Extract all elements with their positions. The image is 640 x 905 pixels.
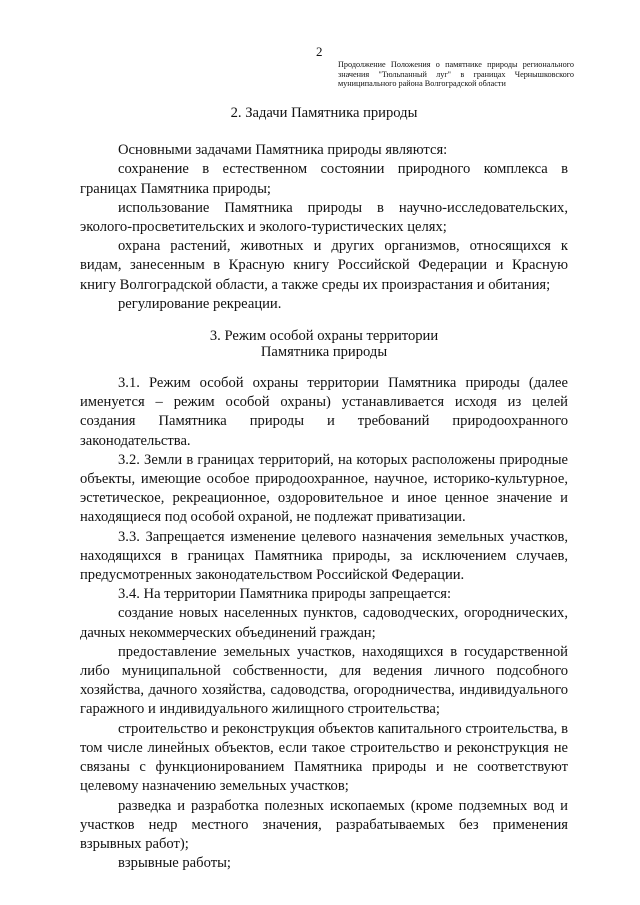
section-3-paragraph: 3.4. На территории Памятника природы запрещается: <box>118 586 452 603</box>
page-number: 2 <box>316 44 323 59</box>
section-3-title-line-2: Памятника природы <box>260 344 388 361</box>
section-3-title-line-1: 3. Режим особой охраны территории <box>209 328 439 345</box>
section-2-paragraph: Основными задачами Памятника природы являются: <box>118 142 448 159</box>
header-note: Продолжение Положения о памятнике природы регионального значения "Тюльпанный луг" в границах Чернышковского муниципального района Волгоградской области <box>338 60 574 89</box>
section-2-title: 2. Задачи Памятника природы <box>230 105 418 121</box>
section-3-paragraph: создание новых населенных пунктов, садоводческих, огороднических, дачных некоммерческих объединений граждан; <box>80 605 568 641</box>
section-3-paragraph: взрывные работы; <box>118 855 231 872</box>
section-2-paragraph: регулирование рекреации. <box>118 295 282 312</box>
document-body <box>80 104 568 873</box>
section-3-title <box>80 328 568 360</box>
section-3-paragraph: разведка и разработка полезных ископаемых (кроме подземных вод и участков недр местного значения, разрабатываемых без применения взрывных работ); <box>80 797 568 852</box>
section-3-paragraph: 3.3. Запрещается изменение целевого назначения земельных участков, находящихся в границах Памятника природы, за исключением случаев, предусмотренных законодательством Российской Федерации. <box>80 528 568 584</box>
section-3-paragraph: 3.1. Режим особой охраны территории Памятника природы (далее именуется – режим особой охраны) устанавливается исходя из целей создания Памятника природы и требований природоохранного законодательства. <box>80 375 568 449</box>
section-2-paragraph: охрана растений, животных и других организмов, относящихся к видам, занесенным в Красную книгу Российской Федерации и Красную книгу Волгоградской области, а также среды их произрастания и обитания; <box>80 238 568 293</box>
section-2-paragraph: использование Памятника природы в научно-исследовательских, эколого-просветительских и эколого-туристических целях; <box>80 199 568 236</box>
section-2-paragraph: сохранение в естественном состоянии природного комплекса в границах Памятника природы; <box>80 161 568 197</box>
section-3-paragraph: предоставление земельных участков, находящихся в государственной либо муниципальной собственности, для ведения личного подсобного хозяйства, дачного хозяйства, садоводства, огородничества, индивидуального гаражного и индивидуального жилищного строительства; <box>80 643 568 718</box>
section-3-paragraph: строительство и реконструкция объектов капитального строительства, в том числе линейных объектов, если такое строительство и реконструкция не связаны с функционированием Памятника природы и не соответствуют целевому назначению земельных участков; <box>80 720 568 795</box>
section-3-paragraph: 3.2. Земли в границах территорий, на которых расположены природные объекты, имеющие особое природоохранное, научное, историко-культурное, эстетическое, рекреационное, оздоровительное и иное ценное значение и находящиеся под особой охраной, не подлежат приватизации. <box>80 451 568 526</box>
